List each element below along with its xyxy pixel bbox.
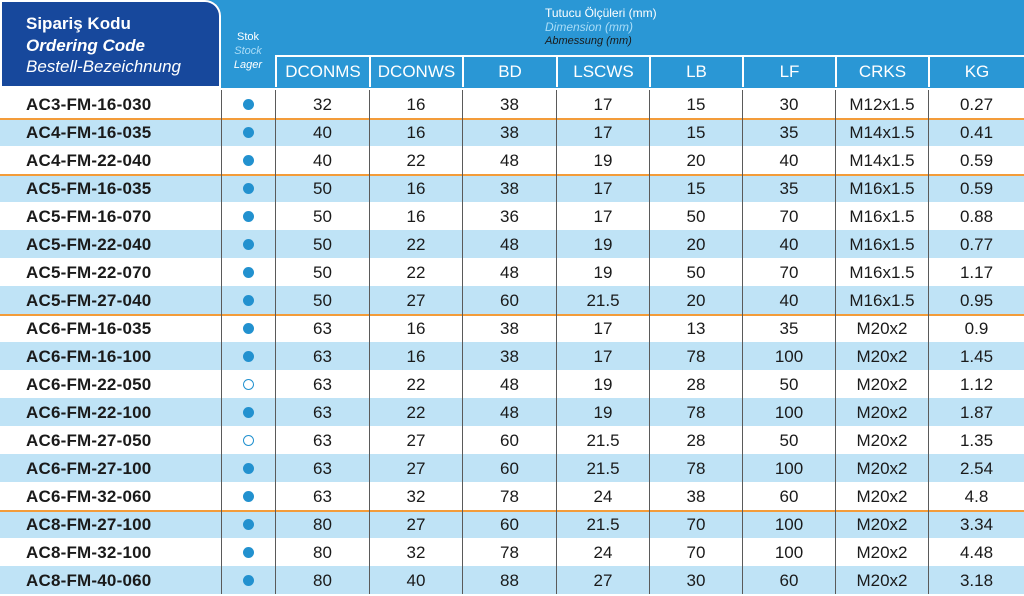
cell-bd: 36 (462, 202, 556, 230)
cell-crks: M20x2 (835, 370, 928, 398)
cell-kg: 0.59 (928, 174, 1024, 202)
cell-dconms: 50 (275, 174, 369, 202)
cell-bd: 38 (462, 90, 556, 118)
cell-lscws: 17 (556, 202, 649, 230)
cell-kg: 1.87 (928, 398, 1024, 426)
in-stock-dot-icon (243, 99, 254, 110)
stock-header (221, 0, 275, 88)
cell-dconws: 22 (369, 230, 462, 258)
in-stock-dot-icon (243, 463, 254, 474)
cell-crks: M16x1.5 (835, 286, 928, 314)
cell-dconms: 80 (275, 538, 369, 566)
cell-dconws: 27 (369, 426, 462, 454)
cell-bd: 78 (462, 482, 556, 510)
stock-cell (221, 538, 275, 566)
cell-dconws: 16 (369, 90, 462, 118)
cell-dconws: 16 (369, 174, 462, 202)
cell-lb: 78 (649, 398, 742, 426)
table-row (0, 146, 1024, 174)
column-header-dconms: DCONMS (275, 57, 369, 87)
cell-kg: 3.18 (928, 566, 1024, 594)
cell-lb: 28 (649, 426, 742, 454)
cell-crks: M20x2 (835, 398, 928, 426)
ordering-code-cell: AC5-FM-16-035 (26, 179, 152, 198)
column-header-lscws: LSCWS (556, 57, 649, 87)
cell-bd: 48 (462, 146, 556, 174)
ordering-code-label-tr: Sipariş Kodu (26, 14, 131, 33)
cell-lb: 50 (649, 202, 742, 230)
table-row (0, 454, 1024, 482)
table-row (0, 314, 1024, 342)
cell-lscws: 24 (556, 482, 649, 510)
cell-lscws: 19 (556, 230, 649, 258)
cell-dconms: 40 (275, 146, 369, 174)
cell-kg: 1.45 (928, 342, 1024, 370)
ordering-code-header (0, 0, 221, 88)
cell-kg: 2.54 (928, 454, 1024, 482)
cell-lb: 38 (649, 482, 742, 510)
cell-kg: 1.35 (928, 426, 1024, 454)
stock-cell (221, 286, 275, 314)
in-stock-dot-icon (243, 491, 254, 502)
ordering-code-cell: AC4-FM-16-035 (26, 123, 152, 142)
cell-dconws: 27 (369, 510, 462, 538)
cell-lf: 30 (742, 90, 835, 118)
cell-kg: 3.34 (928, 510, 1024, 538)
stock-label-en: Stock (234, 45, 262, 57)
table-row (0, 230, 1024, 258)
cell-dconms: 63 (275, 454, 369, 482)
cell-dconws: 22 (369, 258, 462, 286)
in-stock-dot-icon (243, 351, 254, 362)
cell-dconws: 32 (369, 482, 462, 510)
in-stock-dot-icon (243, 155, 254, 166)
in-stock-dot-icon (243, 407, 254, 418)
cell-lb: 28 (649, 370, 742, 398)
in-stock-dot-icon (243, 239, 254, 250)
cell-lscws: 21.5 (556, 426, 649, 454)
stock-cell (221, 118, 275, 146)
ordering-code-label-en: Ordering Code (26, 36, 146, 55)
ordering-code-cell: AC8-FM-32-100 (26, 543, 152, 562)
table-row (0, 370, 1024, 398)
cell-lf: 35 (742, 118, 835, 146)
in-stock-dot-icon (243, 575, 254, 586)
cell-crks: M16x1.5 (835, 258, 928, 286)
cell-kg: 1.17 (928, 258, 1024, 286)
cell-lb: 15 (649, 174, 742, 202)
cell-kg: 0.59 (928, 146, 1024, 174)
table-row (0, 286, 1024, 314)
ordering-code-cell: AC3-FM-16-030 (26, 95, 152, 114)
stock-cell (221, 314, 275, 342)
column-header-bd: BD (462, 57, 556, 87)
table-row (0, 342, 1024, 370)
ordering-code-cell: AC6-FM-16-100 (26, 347, 152, 366)
cell-crks: M16x1.5 (835, 230, 928, 258)
cell-lf: 70 (742, 258, 835, 286)
cell-kg: 1.12 (928, 370, 1024, 398)
on-request-circle-icon (243, 435, 254, 446)
ordering-code-cell: AC5-FM-27-040 (26, 291, 152, 310)
ordering-code-cell: AC8-FM-40-060 (26, 571, 152, 590)
table-row (0, 118, 1024, 146)
ordering-code-cell: AC6-FM-27-050 (26, 431, 152, 450)
cell-lscws: 19 (556, 258, 649, 286)
cell-crks: M14x1.5 (835, 146, 928, 174)
cell-lf: 70 (742, 202, 835, 230)
column-header-crks: CRKS (835, 57, 928, 87)
column-header-lb: LB (649, 57, 742, 87)
cell-lf: 60 (742, 482, 835, 510)
cell-lscws: 21.5 (556, 454, 649, 482)
stock-cell (221, 342, 275, 370)
cell-lb: 30 (649, 566, 742, 594)
cell-kg: 4.8 (928, 482, 1024, 510)
cell-lf: 100 (742, 454, 835, 482)
in-stock-dot-icon (243, 267, 254, 278)
cell-dconws: 22 (369, 146, 462, 174)
cell-lscws: 21.5 (556, 510, 649, 538)
cell-dconms: 63 (275, 370, 369, 398)
cell-lf: 50 (742, 370, 835, 398)
cell-lscws: 21.5 (556, 286, 649, 314)
cell-crks: M16x1.5 (835, 174, 928, 202)
cell-crks: M20x2 (835, 454, 928, 482)
cell-lb: 78 (649, 342, 742, 370)
cell-lb: 20 (649, 286, 742, 314)
cell-kg: 0.88 (928, 202, 1024, 230)
table-row (0, 258, 1024, 286)
cell-kg: 0.41 (928, 118, 1024, 146)
stock-cell (221, 398, 275, 426)
cell-kg: 0.27 (928, 90, 1024, 118)
cell-lf: 60 (742, 566, 835, 594)
cell-dconms: 40 (275, 118, 369, 146)
cell-lscws: 17 (556, 118, 649, 146)
stock-cell (221, 370, 275, 398)
dimensions-label-de: Abmessung (mm) (545, 35, 632, 47)
cell-crks: M20x2 (835, 342, 928, 370)
cell-dconms: 63 (275, 342, 369, 370)
ordering-code-cell: AC6-FM-22-100 (26, 403, 152, 422)
cell-dconms: 63 (275, 482, 369, 510)
cell-crks: M20x2 (835, 566, 928, 594)
stock-cell (221, 426, 275, 454)
cell-dconws: 40 (369, 566, 462, 594)
dimensions-label-tr: Tutucu Ölçüleri (mm) (545, 6, 657, 20)
cell-lf: 40 (742, 230, 835, 258)
table-row (0, 426, 1024, 454)
in-stock-dot-icon (243, 519, 254, 530)
cell-crks: M20x2 (835, 314, 928, 342)
column-header-kg: KG (928, 57, 1024, 87)
table-row (0, 90, 1024, 118)
cell-bd: 48 (462, 398, 556, 426)
ordering-code-cell: AC6-FM-16-035 (26, 319, 152, 338)
cell-lscws: 17 (556, 174, 649, 202)
cell-kg: 4.48 (928, 538, 1024, 566)
in-stock-dot-icon (243, 183, 254, 194)
cell-dconws: 32 (369, 538, 462, 566)
ordering-code-cell: AC6-FM-27-100 (26, 459, 152, 478)
cell-lb: 13 (649, 314, 742, 342)
ordering-code-cell: AC4-FM-22-040 (26, 151, 152, 170)
stock-cell (221, 90, 275, 118)
cell-dconws: 27 (369, 454, 462, 482)
cell-bd: 60 (462, 286, 556, 314)
cell-bd: 60 (462, 454, 556, 482)
table-row (0, 510, 1024, 538)
cell-lf: 35 (742, 174, 835, 202)
cell-dconws: 16 (369, 342, 462, 370)
cell-lscws: 19 (556, 146, 649, 174)
cell-lb: 15 (649, 90, 742, 118)
cell-dconms: 80 (275, 566, 369, 594)
stock-cell (221, 510, 275, 538)
in-stock-dot-icon (243, 547, 254, 558)
cell-lb: 70 (649, 538, 742, 566)
column-header-dconws: DCONWS (369, 57, 462, 87)
cell-lscws: 19 (556, 370, 649, 398)
table-row (0, 538, 1024, 566)
dimensions-label-en: Dimension (mm) (545, 20, 634, 34)
stock-cell (221, 146, 275, 174)
cell-lb: 15 (649, 118, 742, 146)
cell-lf: 40 (742, 146, 835, 174)
cell-dconws: 22 (369, 370, 462, 398)
cell-dconws: 27 (369, 286, 462, 314)
stock-cell (221, 454, 275, 482)
in-stock-dot-icon (243, 295, 254, 306)
stock-cell (221, 482, 275, 510)
cell-lb: 70 (649, 510, 742, 538)
cell-dconms: 50 (275, 286, 369, 314)
table-row (0, 566, 1024, 594)
cell-lscws: 17 (556, 314, 649, 342)
cell-dconws: 16 (369, 118, 462, 146)
cell-lb: 20 (649, 146, 742, 174)
stock-label-tr: Stok (236, 31, 259, 43)
stock-cell (221, 202, 275, 230)
stock-cell (221, 230, 275, 258)
cell-dconms: 50 (275, 202, 369, 230)
cell-lf: 35 (742, 314, 835, 342)
cell-bd: 88 (462, 566, 556, 594)
cell-lf: 100 (742, 342, 835, 370)
stock-cell (221, 566, 275, 594)
cell-bd: 48 (462, 230, 556, 258)
cell-bd: 60 (462, 426, 556, 454)
cell-lscws: 27 (556, 566, 649, 594)
cell-lf: 100 (742, 510, 835, 538)
in-stock-dot-icon (243, 323, 254, 334)
cell-bd: 78 (462, 538, 556, 566)
cell-kg: 0.77 (928, 230, 1024, 258)
cell-crks: M16x1.5 (835, 202, 928, 230)
cell-lf: 50 (742, 426, 835, 454)
stock-label-de: Lager (233, 59, 263, 71)
ordering-code-cell: AC6-FM-32-060 (26, 487, 152, 506)
cell-kg: 0.95 (928, 286, 1024, 314)
cell-crks: M14x1.5 (835, 118, 928, 146)
cell-crks: M20x2 (835, 510, 928, 538)
cell-dconms: 50 (275, 258, 369, 286)
in-stock-dot-icon (243, 211, 254, 222)
cell-crks: M20x2 (835, 538, 928, 566)
stock-cell (221, 258, 275, 286)
in-stock-dot-icon (243, 127, 254, 138)
ordering-code-label-de: Bestell-Bezeichnung (26, 57, 181, 76)
cell-dconms: 63 (275, 314, 369, 342)
ordering-code-cell: AC5-FM-16-070 (26, 207, 152, 226)
cell-dconms: 63 (275, 426, 369, 454)
table-row (0, 482, 1024, 510)
cell-lscws: 17 (556, 90, 649, 118)
column-header-lf: LF (742, 57, 835, 87)
table-row (0, 398, 1024, 426)
cell-lscws: 17 (556, 342, 649, 370)
ordering-code-cell: AC6-FM-22-050 (26, 375, 152, 394)
on-request-circle-icon (243, 379, 254, 390)
cell-bd: 48 (462, 258, 556, 286)
cell-crks: M20x2 (835, 426, 928, 454)
table-row (0, 174, 1024, 202)
ordering-code-cell: AC5-FM-22-040 (26, 235, 152, 254)
cell-bd: 38 (462, 314, 556, 342)
cell-lb: 50 (649, 258, 742, 286)
cell-bd: 38 (462, 342, 556, 370)
cell-dconms: 50 (275, 230, 369, 258)
cell-dconms: 32 (275, 90, 369, 118)
product-table-body (0, 90, 1024, 594)
cell-lb: 78 (649, 454, 742, 482)
cell-dconms: 63 (275, 398, 369, 426)
cell-dconms: 80 (275, 510, 369, 538)
table-row (0, 202, 1024, 230)
cell-lf: 100 (742, 398, 835, 426)
cell-lf: 100 (742, 538, 835, 566)
ordering-code-cell: AC5-FM-22-070 (26, 263, 152, 282)
stock-cell (221, 174, 275, 202)
cell-lb: 20 (649, 230, 742, 258)
cell-lf: 40 (742, 286, 835, 314)
cell-bd: 38 (462, 118, 556, 146)
cell-crks: M12x1.5 (835, 90, 928, 118)
cell-dconws: 22 (369, 398, 462, 426)
cell-kg: 0.9 (928, 314, 1024, 342)
cell-dconws: 16 (369, 314, 462, 342)
cell-lscws: 19 (556, 398, 649, 426)
cell-bd: 38 (462, 174, 556, 202)
ordering-code-cell: AC8-FM-27-100 (26, 515, 152, 534)
dimensions-header (545, 6, 657, 48)
cell-lscws: 24 (556, 538, 649, 566)
cell-dconws: 16 (369, 202, 462, 230)
cell-bd: 60 (462, 510, 556, 538)
cell-bd: 48 (462, 370, 556, 398)
cell-crks: M20x2 (835, 482, 928, 510)
